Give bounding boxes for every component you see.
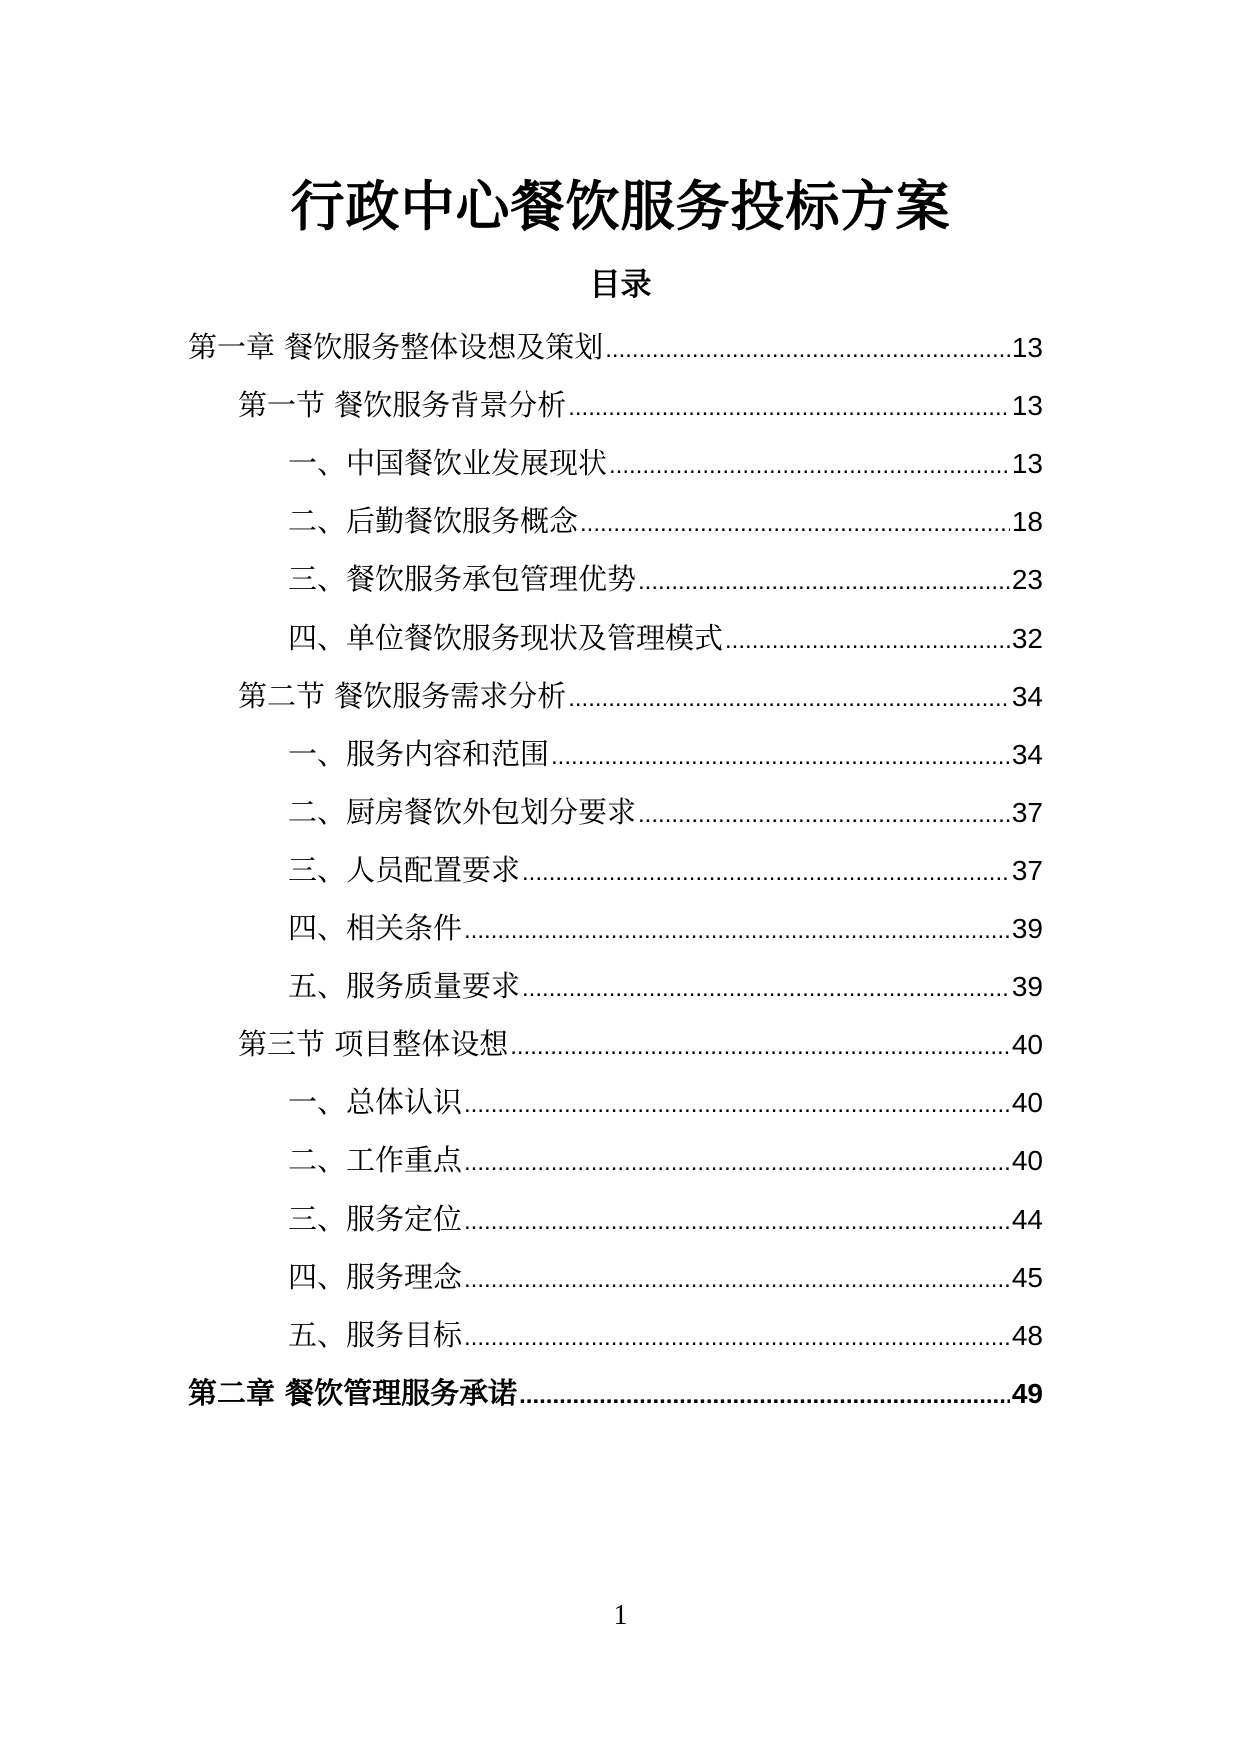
toc-entry-page-number: 40 xyxy=(1011,1087,1043,1119)
toc-entry-page-number: 13 xyxy=(1011,332,1043,363)
toc-entry-label: 第二章 餐饮管理服务承诺 xyxy=(188,1375,518,1410)
toc-dot-leader xyxy=(638,562,1010,602)
toc-entry-page-number: 48 xyxy=(1011,1319,1043,1351)
toc-entry-label: 五、服务质量要求 xyxy=(288,969,521,1004)
toc-entry-page-number: 13 xyxy=(1011,448,1043,480)
toc-entry-label: 二、厨房餐饮外包划分要求 xyxy=(288,794,637,829)
toc-entry[interactable] xyxy=(288,908,1043,948)
toc-dot-leader xyxy=(464,1143,1010,1183)
toc-entry-label: 第二节 餐饮服务需求分析 xyxy=(238,678,567,713)
toc-entry-page-number: 37 xyxy=(1011,854,1043,886)
toc-dot-leader xyxy=(464,1318,1010,1358)
toc-dot-leader xyxy=(464,1202,1010,1242)
toc-entry-page-number: 45 xyxy=(1011,1261,1043,1293)
toc-entry-label: 一、总体认识 xyxy=(288,1085,463,1120)
toc-dot-leader xyxy=(609,446,1010,486)
toc-entry-page-number: 39 xyxy=(1011,913,1043,944)
toc-entry-label: 五、服务目标 xyxy=(288,1317,463,1352)
toc-entry[interactable] xyxy=(288,1082,1043,1122)
toc-entry-page-number: 34 xyxy=(1011,738,1043,770)
toc-entry-page-number: 44 xyxy=(1011,1203,1043,1235)
toc-entry[interactable] xyxy=(238,1024,1043,1064)
toc-dot-leader xyxy=(519,1376,1010,1416)
toc-entry-label: 四、相关条件 xyxy=(288,911,463,945)
toc-entry-label: 第一章 餐饮服务整体设想及策划 xyxy=(188,330,604,364)
toc-dot-leader xyxy=(568,388,1010,428)
toc-entry[interactable] xyxy=(288,1199,1043,1239)
toc-entry[interactable] xyxy=(288,618,1043,658)
toc-dot-leader xyxy=(725,621,1010,661)
document-title: 行政中心餐饮服务投标方案 xyxy=(290,175,951,238)
toc-entry[interactable] xyxy=(288,443,1043,483)
toc-entry-label: 三、人员配置要求 xyxy=(288,852,521,887)
toc-entry[interactable] xyxy=(288,792,1043,832)
toc-dot-leader xyxy=(464,911,1010,951)
toc-dot-leader xyxy=(522,853,1010,893)
toc-entry-page-number: 18 xyxy=(1011,506,1043,538)
toc-dot-leader xyxy=(464,1085,1010,1125)
toc-entry[interactable] xyxy=(288,559,1043,599)
toc-entry[interactable] xyxy=(288,1140,1043,1180)
toc-entry[interactable] xyxy=(288,1315,1043,1355)
toc-entry-page-number: 39 xyxy=(1011,971,1043,1003)
toc-entry-page-number: 37 xyxy=(1011,796,1043,828)
toc-entry[interactable] xyxy=(288,734,1043,774)
toc-entry[interactable] xyxy=(288,850,1043,890)
toc-dot-leader xyxy=(580,504,1010,544)
toc-dot-leader xyxy=(568,679,1010,719)
toc-entry-label: 第一节 餐饮服务背景分析 xyxy=(238,388,567,423)
toc-dot-leader xyxy=(522,969,1010,1009)
toc-dot-leader xyxy=(510,1027,1010,1067)
toc-entry-page-number: 23 xyxy=(1011,564,1043,596)
page-number: 1 xyxy=(613,1600,628,1631)
toc-dot-leader xyxy=(605,330,1010,370)
toc-dot-leader xyxy=(638,795,1010,835)
toc-entry-label: 四、服务理念 xyxy=(288,1259,463,1294)
toc-entry[interactable] xyxy=(188,1373,1043,1413)
toc-entry-label: 一、中国餐饮业发展现状 xyxy=(288,446,608,481)
toc-entry-label: 三、餐饮服务承包管理优势 xyxy=(288,562,637,597)
toc-entry-label: 二、工作重点 xyxy=(288,1143,463,1178)
toc-entry-page-number: 13 xyxy=(1011,390,1043,422)
toc-entry-label: 四、单位餐饮服务现状及管理模式 xyxy=(288,620,724,655)
toc-entry[interactable] xyxy=(188,327,1043,367)
toc-entry-label: 一、服务内容和范围 xyxy=(288,736,550,771)
toc-heading: 目录 xyxy=(589,267,652,303)
toc-entry[interactable] xyxy=(238,385,1043,425)
toc-entry-label: 三、服务定位 xyxy=(288,1201,463,1236)
toc-entry[interactable] xyxy=(288,501,1043,541)
toc-entry-page-number: 32 xyxy=(1011,622,1043,654)
toc-dot-leader xyxy=(464,1260,1010,1300)
toc-entry[interactable] xyxy=(288,966,1043,1006)
toc-entry-label: 第三节 项目整体设想 xyxy=(238,1027,509,1062)
toc-entry-page-number: 49 xyxy=(1011,1377,1043,1409)
toc-entry-page-number: 40 xyxy=(1011,1145,1043,1177)
toc-entry-page-number: 34 xyxy=(1011,680,1043,712)
toc-entry-label: 二、后勤餐饮服务概念 xyxy=(288,504,579,539)
toc-entry[interactable] xyxy=(288,1257,1043,1297)
toc-dot-leader xyxy=(551,737,1010,777)
toc-entry-page-number: 40 xyxy=(1011,1029,1043,1061)
toc-entry[interactable] xyxy=(238,676,1043,716)
